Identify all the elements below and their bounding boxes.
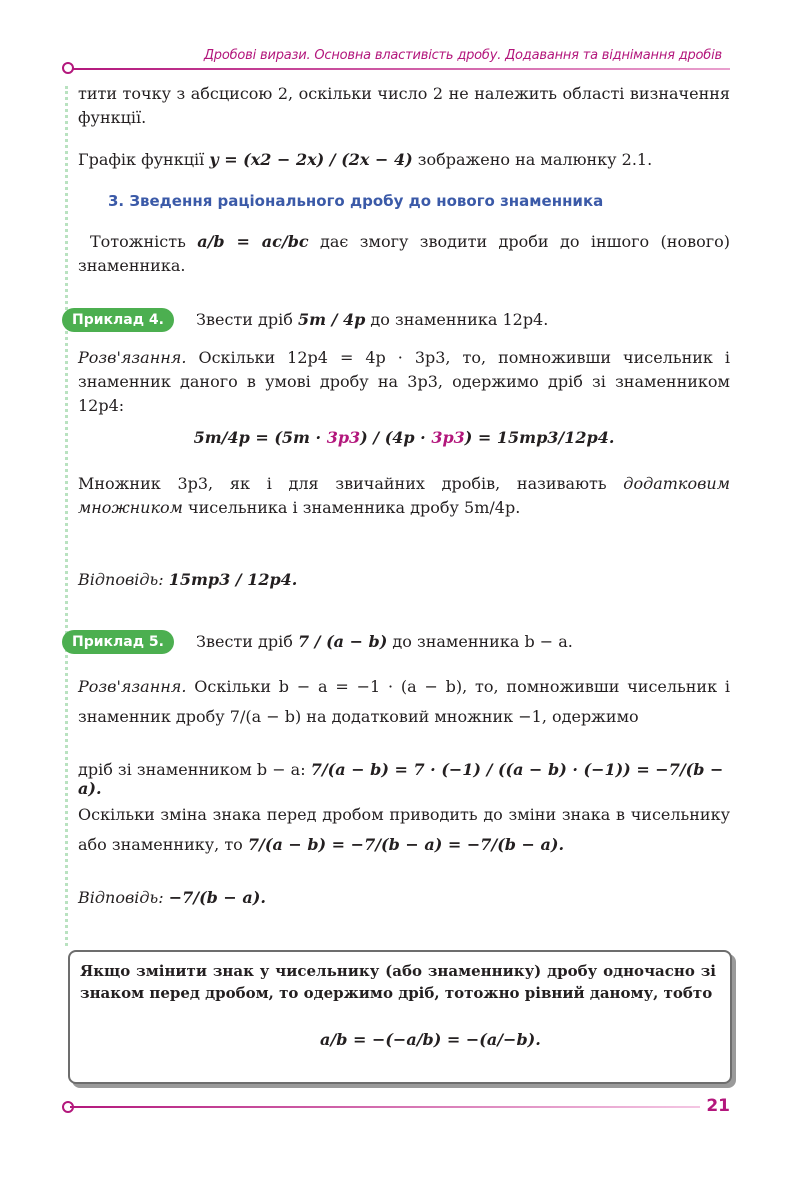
intro-text	[78, 82, 730, 172]
identity-paragraph	[78, 230, 730, 278]
identity-prefix: Тотожність	[90, 232, 186, 251]
example-4-task-suffix: до знаменника 12p4.	[370, 310, 549, 329]
footer-rule	[70, 1106, 700, 1108]
example-4-solution	[78, 346, 730, 418]
side-dotted-line	[65, 86, 68, 946]
graph-prefix: Графік функції	[78, 150, 205, 169]
identity-formula: a/b = ac/bc	[197, 232, 309, 251]
paragraph-graph	[78, 148, 730, 172]
example-4-equation-multiplier-2: 3p3	[431, 428, 465, 447]
example-5-answer-value: −7/(b − a).	[168, 888, 266, 907]
example-4-equation-part-3: ) = 15mp3/12p4.	[464, 428, 615, 447]
example-5-sign-rule	[78, 800, 730, 860]
rule-text: Якщо змінити знак у чисельнику (або знаменнику) дробу одночасно зі знаком перед дробом, то одержимо дріб, тотожно рівний даному, тобто	[80, 962, 716, 1002]
page-header	[0, 46, 800, 72]
example-5-task	[196, 632, 730, 651]
example-4-answer-label: Відповідь:	[78, 570, 164, 589]
example-5-task-suffix: до знаменника b − a.	[392, 632, 573, 651]
graph-suffix: зображено на малюнку 2.1.	[417, 150, 653, 169]
example-4-answer	[78, 570, 730, 589]
page-number: 21	[706, 1096, 730, 1116]
example-5-sign-rule-formula: 7/(a − b) = −7/(b − a) = −7/(b − a).	[247, 835, 565, 854]
example-4-equation	[78, 428, 730, 447]
section-title: 3. Зведення раціонального дробу до нового знаменника	[108, 192, 604, 210]
example-5-task-prefix: Звести дріб	[196, 632, 293, 651]
example-5-solution-label: Розв'язання.	[78, 677, 187, 696]
example-4-solution-label: Розв'язання.	[78, 348, 187, 367]
example-5-line-2-formula: 7/(a − b) = 7 · (−1) / ((a − b) · (−1)) = −7/(b − a).	[78, 760, 724, 798]
example-4-note-suffix: чисельника і знаменника дробу 5m/4p.	[188, 498, 521, 517]
paragraph-domain: тити точку з абсцисою 2, оскільки число 2 не належить області визначення функції.	[78, 84, 730, 127]
example-5-line-2	[78, 760, 730, 798]
header-rule-dot	[62, 62, 74, 74]
identity-suffix: дає змогу зводити дроби до іншого (нового) знаменника.	[78, 232, 730, 275]
example-4-answer-value: 15mp3 / 12p4.	[168, 570, 298, 589]
example-5-solution-text: Оскільки b − a = −1 · (a − b), то, помноживши чисельник і знаменник дробу 7/(a − b) на додатковий множник −1, одержимо	[78, 677, 731, 726]
rule-box	[68, 950, 732, 1084]
header-title: Дробові вирази. Основна властивість дробу. Додавання та віднімання дробів	[203, 48, 722, 63]
example-4-note-term: додатковим множником	[78, 474, 730, 517]
example-4-equation-part-2: ) / (4p ·	[360, 428, 432, 447]
example-4-task-prefix: Звести дріб	[196, 310, 293, 329]
example-5-answer	[78, 888, 730, 907]
example-4-solution-text: Оскільки 12p4 = 4p · 3p3, то, помноживши чисельник і знаменник даного в умові дробу на 3p3, одержимо дріб зі знаменником 12p4:	[78, 348, 731, 415]
example-4-task	[196, 310, 730, 329]
header-rule	[70, 68, 730, 70]
example-5-task-fraction: 7 / (a − b)	[297, 632, 388, 651]
graph-formula: y = (x2 − 2x) / (2x − 4)	[209, 150, 413, 169]
example-5-line-2-prefix: дріб зі знаменником b − a:	[78, 760, 306, 779]
example-4-equation-multiplier-1: 3p3	[326, 428, 361, 447]
example-4-note-prefix: Множник 3p3, як і для звичайних дробів, називають	[78, 474, 607, 493]
example-4-task-fraction: 5m / 4p	[297, 310, 366, 329]
example-5-sign-rule-text: Оскільки зміна знака перед дробом приводить до зміни знака в чисельнику або знаменнику, то	[78, 805, 730, 854]
example-5-answer-label: Відповідь:	[78, 888, 164, 907]
example-4-note	[78, 472, 730, 520]
example-4-equation-part-1: 5m/4p = (5m ·	[193, 428, 327, 447]
example-5-solution	[78, 672, 730, 732]
example-5-tag: Приклад 5.	[62, 630, 174, 654]
example-4-tag: Приклад 4.	[62, 308, 174, 332]
rule-formula: a/b = −(−a/b) = −(a/−b).	[320, 1030, 541, 1049]
